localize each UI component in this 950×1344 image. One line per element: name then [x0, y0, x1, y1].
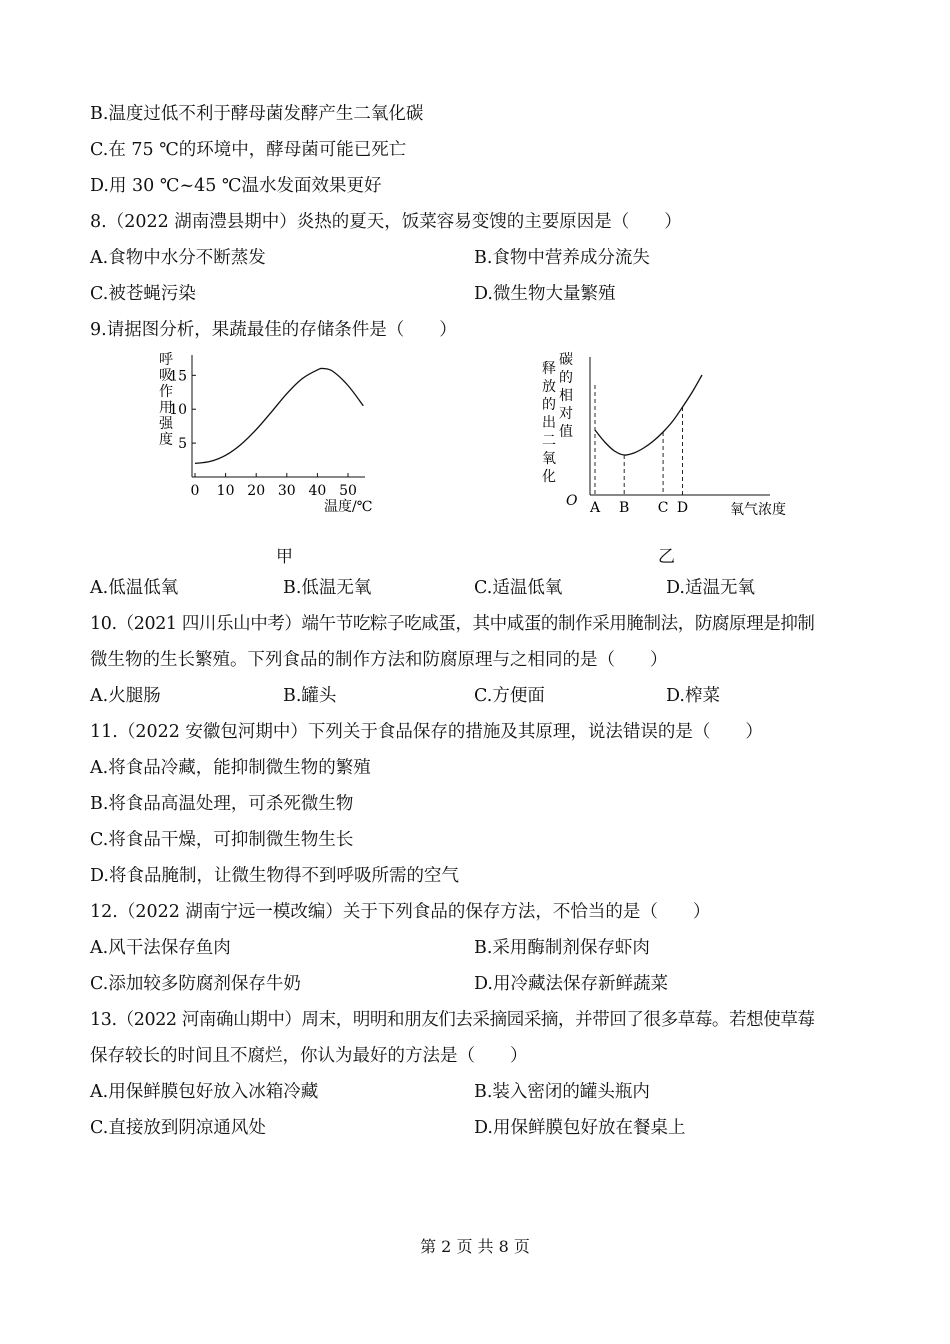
chart-jia-xtick-label: 20: [247, 483, 266, 499]
q11-stem: 11.（2022 安徽包河期中）下列关于食品保存的措施及其原理，说法错误的是（ ）: [90, 722, 763, 742]
q11-option-b: B.将食品高温处理，可杀死微生物: [90, 794, 354, 814]
q9-stem: 9.请据图分析，果蔬最佳的存储条件是（ ）: [90, 320, 457, 340]
chart-yi-ylabel-char: 对: [559, 406, 573, 422]
q12-option-d: D.用冷藏法保存新鲜蔬菜: [474, 974, 668, 994]
q13-option-a: A.用保鲜膜包好放入冰箱冷藏: [90, 1082, 319, 1102]
q9-option-c: C.适温低氧: [474, 578, 563, 598]
chart-yi-xtick-label: A: [589, 500, 601, 516]
chart-yi-xtick-label: C: [657, 500, 669, 516]
chart-jia-series-line: [195, 368, 363, 463]
q12-stem: 12.（2022 湖南宁远一模改编）关于下列食品的保存方法，不恰当的是（ ）: [90, 902, 711, 922]
chart-jia-ylabel-char: 强: [159, 416, 173, 432]
q12-option-a: A.风干法保存鱼肉: [90, 938, 231, 958]
chart-jia-ylabel-char: 吸: [159, 368, 173, 384]
q11-option-c: C.将食品干燥，可抑制微生物生长: [90, 830, 354, 850]
chart-yi-ylabel-char: 的: [559, 370, 573, 386]
q8-option-d: D.微生物大量繁殖: [474, 284, 616, 304]
q8-option-c: C.被苍蝇污染: [90, 284, 196, 304]
chart-yi-ylabel-char: 化: [542, 469, 556, 485]
chart-yi-ylabel-char: 放: [542, 379, 556, 395]
chart-yi-ylabel-char: 碳: [559, 352, 573, 368]
q13-stem-line2: 保存较长的时间且不腐烂，你认为最好的方法是（ ）: [90, 1046, 528, 1066]
chart-yi-ylabel-char: 氧: [542, 451, 556, 467]
q13-option-b: B.装入密闭的罐头瓶内: [474, 1082, 650, 1102]
chart-jia-ylabel-char: 呼: [159, 352, 173, 368]
chart-jia-xtick-label: 30: [277, 483, 296, 499]
chart-yi-origin: O: [566, 493, 578, 509]
q9-option-a: A.低温低氧: [90, 578, 179, 598]
chart-yi-ylabel-char: 二: [542, 433, 556, 449]
q8-option-a: A.食物中水分不断蒸发: [90, 248, 266, 268]
chart-jia-xtick-label: 50: [339, 483, 357, 499]
chart-jia: [150, 345, 390, 525]
chart-jia-xtick-label: 40: [308, 483, 327, 499]
q8-option-b: B.食物中营养成分流失: [474, 248, 650, 268]
page-footer: 第 2 页 共 8 页: [420, 1237, 530, 1256]
q13-option-d: D.用保鲜膜包好放在餐桌上: [474, 1118, 686, 1138]
q11-option-a: A.将食品冷藏，能抑制微生物的繁殖: [90, 758, 371, 778]
chart-jia-ytick-label: 15: [169, 368, 187, 385]
q12-option-c: C.添加较多防腐剂保存牛奶: [90, 974, 301, 994]
chart-yi-ylabel-char: 相: [559, 388, 573, 404]
q10-stem-line1: 10.（2021 四川乐山中考）端午节吃粽子吃咸蛋，其中咸蛋的制作采用腌制法，防腐原理是抑制: [90, 614, 815, 634]
chart-jia-ytick-label: 5: [178, 436, 187, 453]
chart-jia-ylabel: [159, 352, 174, 448]
chart-yi-ylabel-char: 出: [542, 415, 556, 431]
chart-jia-xtick-label: 0: [190, 483, 200, 499]
q9-option-b: B.低温无氧: [283, 578, 372, 598]
q12-option-b: B.采用酶制剂保存虾肉: [474, 938, 650, 958]
q7-option-c: C.在 75 ℃的环境中，酵母菌可能已死亡: [90, 140, 407, 160]
chart-yi-xtick-label: B: [619, 500, 630, 516]
chart-yi-caption: 乙: [658, 547, 675, 567]
chart-yi-xlabel: 氧气浓度: [730, 502, 786, 518]
chart-jia-ylabel-char: 度: [159, 432, 173, 448]
chart-yi-series-line: [595, 375, 702, 455]
q10-option-a: A.火腿肠: [90, 686, 161, 706]
q10-stem-line2: 微生物的生长繁殖。下列食品的制作方法和防腐原理与之相同的是（ ）: [90, 650, 668, 670]
chart-yi-ylabel-char: 释: [542, 361, 556, 377]
q9-option-d: D.适温无氧: [666, 578, 755, 598]
chart-jia-xlabel: 温度/℃: [324, 499, 373, 515]
q11-option-d: D.将食品腌制，让微生物得不到呼吸所需的空气: [90, 866, 459, 886]
chart-yi-ylabel-char: 的: [542, 397, 556, 413]
chart-yi-xtick-label: D: [676, 500, 689, 516]
chart-yi-ylabel-char: 值: [559, 424, 573, 440]
chart-jia-ylabel-char: 作: [159, 384, 173, 400]
chart-yi-ylabel: [542, 352, 573, 485]
q8-stem: 8.（2022 湖南澧县期中）炎热的夏天，饭菜容易变馊的主要原因是（ ）: [90, 212, 682, 232]
q10-option-c: C.方便面: [474, 686, 545, 706]
chart-yi: [530, 345, 820, 525]
q13-option-c: C.直接放到阴凉通风处: [90, 1118, 266, 1138]
q10-option-b: B.罐头: [283, 686, 337, 706]
chart-jia-ytick-label: 10: [169, 402, 187, 419]
q13-stem-line1: 13.（2022 河南确山期中）周末，明明和朋友们去采摘园采摘，并带回了很多草莓。若想使草莓: [90, 1010, 815, 1030]
chart-jia-caption: 甲: [276, 547, 293, 567]
q7-option-d: D.用 30 ℃~45 ℃温水发面效果更好: [90, 176, 382, 196]
q7-option-b: B.温度过低不利于酵母菌发酵产生二氧化碳: [90, 104, 424, 124]
chart-jia-ylabel-char: 用: [159, 400, 173, 416]
q10-option-d: D.榨菜: [666, 686, 720, 706]
chart-jia-xtick-label: 10: [216, 483, 235, 499]
